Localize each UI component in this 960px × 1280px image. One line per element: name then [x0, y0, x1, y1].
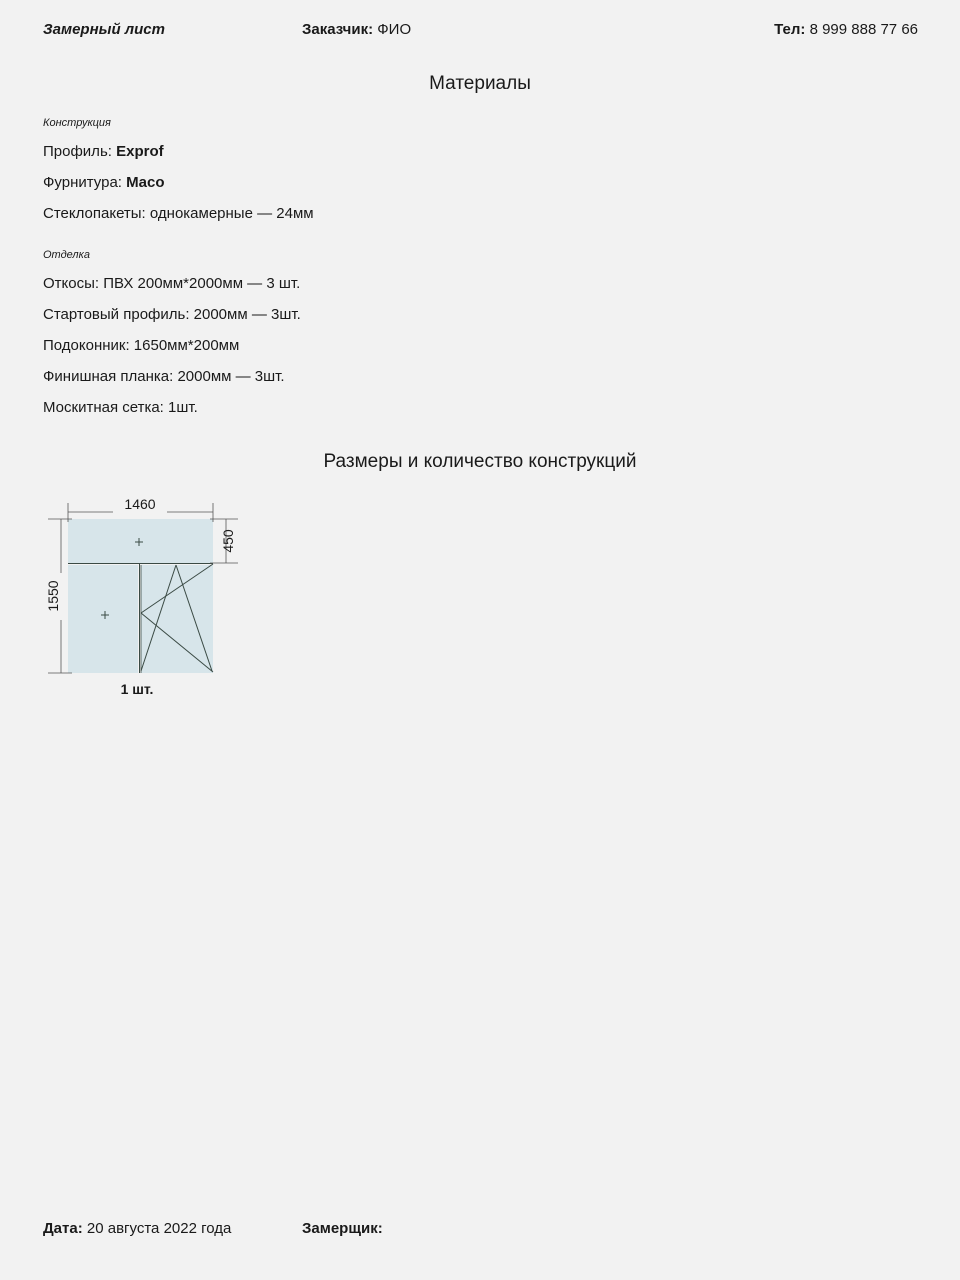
phone-value: 8 999 888 77 66 — [809, 21, 918, 38]
finishing-item-slopes: Откосы: ПВХ 200мм*2000мм — 3 шт. — [43, 275, 301, 292]
hardware-value: Maco — [126, 174, 165, 191]
phone-field — [774, 20, 918, 40]
glass-line: Стеклопакеты: однокамерные — 24мм — [43, 205, 314, 222]
date-label: Дата: — [43, 1220, 83, 1237]
finishing-item-starter-profile: Стартовый профиль: 2000мм — 3шт. — [43, 306, 301, 323]
phone-label: Тел: — [774, 21, 806, 38]
construction-heading: Конструкция — [43, 117, 111, 129]
date-value: 20 августа 2022 года — [86, 1220, 232, 1237]
transom-pane — [68, 519, 213, 563]
finishing-item-finish-strip: Финишная планка: 2000мм — 3шт. — [43, 368, 285, 385]
date-field — [43, 1219, 231, 1239]
width-label: 1460 — [124, 496, 156, 512]
dimensions-title: Размеры и количество конструкций — [323, 451, 637, 472]
finishing-item-mosquito-net: Москитная сетка: 1шт. — [43, 399, 198, 416]
quantity-label: 1 шт. — [120, 681, 154, 697]
measurer-label: Замерщик: — [302, 1220, 383, 1237]
profile-value: Exprof — [116, 143, 164, 160]
hardware-line — [43, 173, 164, 193]
transom-height-label: 450 — [220, 529, 236, 553]
fixed-pane — [68, 565, 138, 673]
height-label: 1550 — [45, 580, 61, 612]
finishing-item-windowsill: Подоконник: 1650мм*200мм — [43, 337, 240, 354]
customer-value: ФИО — [377, 21, 412, 38]
customer-field — [302, 20, 411, 40]
hardware-label: Фурнитура: — [43, 174, 122, 191]
sash-pane — [141, 565, 213, 673]
profile-label: Профиль: — [43, 143, 112, 160]
profile-line — [43, 142, 164, 162]
document-title: Замерный лист — [43, 21, 165, 38]
finishing-heading: Отделка — [43, 249, 90, 261]
window-drawing — [0, 480, 300, 710]
materials-title: Материалы — [429, 73, 531, 94]
customer-label: Заказчик: — [302, 21, 374, 38]
